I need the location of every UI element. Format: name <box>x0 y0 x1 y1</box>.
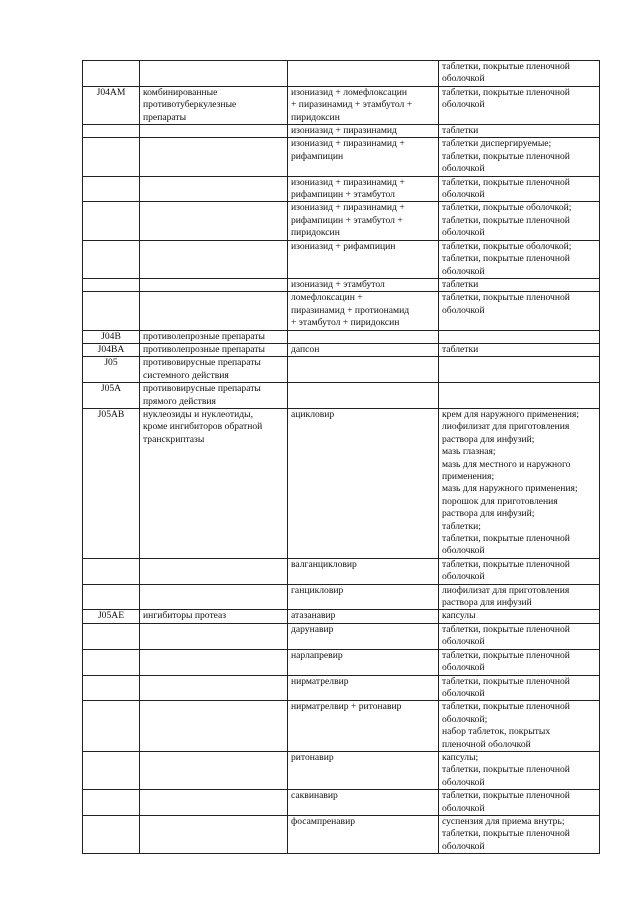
group-cell <box>140 292 288 330</box>
atc-code-cell <box>83 751 140 789</box>
dosage-form-cell: таблетки, покрытые пленочной оболочкой <box>439 61 600 87</box>
dosage-form-cell: таблетки, покрытые пленочной оболочкой <box>439 86 600 124</box>
table-row <box>83 292 600 330</box>
table-row <box>83 86 600 124</box>
group-cell: ингибиторы протеаз <box>140 610 288 623</box>
table-row <box>83 584 600 610</box>
atc-code-cell: J04B <box>83 330 140 343</box>
drug-cell: изониазид + этамбутол <box>288 278 439 291</box>
dosage-form-cell: капсулы; таблетки, покрытые пленочной оболочкой <box>439 751 600 789</box>
atc-code-cell <box>83 584 140 610</box>
drug-cell: изониазид + пиразинамид + рифампицин <box>288 138 439 176</box>
table-row <box>83 176 600 202</box>
drug-cell: ритонавир <box>288 751 439 789</box>
table-row <box>83 343 600 356</box>
drug-cell: ганцикловир <box>288 584 439 610</box>
dosage-form-cell <box>439 330 600 343</box>
table-row <box>83 240 600 278</box>
group-cell <box>140 790 288 816</box>
table-body <box>83 61 600 854</box>
dosage-form-cell: крем для наружного применения; лиофилизат для приготовления раствора для инфузий; мазь глазная; мазь для местного и наружного применения; мазь для наружного применения; порошок для приготовления раствора для инфузий; таблетки; таблетки, покрытые пленочной оболочкой <box>439 408 600 558</box>
table-row <box>83 815 600 853</box>
group-cell: противолепрозные препараты <box>140 343 288 356</box>
group-cell <box>140 240 288 278</box>
group-cell <box>140 815 288 853</box>
atc-code-cell <box>83 61 140 87</box>
atc-code-cell <box>83 138 140 176</box>
table-row <box>83 330 600 343</box>
atc-code-cell: J05 <box>83 357 140 383</box>
drug-cell: нирматрелвир + ритонавир <box>288 701 439 752</box>
group-cell <box>140 202 288 240</box>
drug-cell: дапсон <box>288 343 439 356</box>
drug-cell: нарлапревир <box>288 649 439 675</box>
table-row <box>83 751 600 789</box>
group-cell <box>140 176 288 202</box>
group-cell: противовирусные препараты прямого действия <box>140 383 288 409</box>
group-cell <box>140 649 288 675</box>
dosage-form-cell: таблетки, покрытые пленочной оболочкой <box>439 623 600 649</box>
drug-cell: изониазид + рифампицин <box>288 240 439 278</box>
dosage-form-cell: таблетки, покрытые пленочной оболочкой; набор таблеток, покрытых пленочной оболочкой <box>439 701 600 752</box>
atc-code-cell <box>83 649 140 675</box>
group-cell <box>140 751 288 789</box>
table-row <box>83 383 600 409</box>
medication-table <box>82 60 600 854</box>
group-cell <box>140 701 288 752</box>
drug-cell <box>288 61 439 87</box>
group-cell <box>140 61 288 87</box>
dosage-form-cell <box>439 357 600 383</box>
drug-cell: валганцикловир <box>288 558 439 584</box>
dosage-form-cell: таблетки <box>439 343 600 356</box>
group-cell <box>140 138 288 176</box>
drug-cell: дарунавир <box>288 623 439 649</box>
atc-code-cell: J04BA <box>83 343 140 356</box>
table-row <box>83 278 600 291</box>
drug-cell: изониазид + пиразинамид + рифампицин + этамбутол + пиридоксин <box>288 202 439 240</box>
drug-cell: изониазид + пиразинамид <box>288 125 439 138</box>
dosage-form-cell: таблетки <box>439 278 600 291</box>
drug-cell: фосампренавир <box>288 815 439 853</box>
dosage-form-cell: таблетки, покрытые пленочной оболочкой <box>439 558 600 584</box>
group-cell: комбинированные противотуберкулезные препараты <box>140 86 288 124</box>
dosage-form-cell: таблетки, покрытые пленочной оболочкой <box>439 649 600 675</box>
atc-code-cell <box>83 623 140 649</box>
group-cell <box>140 675 288 701</box>
drug-cell: нирматрелвир <box>288 675 439 701</box>
atc-code-cell: J05AB <box>83 408 140 558</box>
atc-code-cell <box>83 558 140 584</box>
atc-code-cell <box>83 701 140 752</box>
drug-cell: ацикловир <box>288 408 439 558</box>
table-row <box>83 125 600 138</box>
drug-cell <box>288 330 439 343</box>
dosage-form-cell: таблетки, покрытые оболочкой; таблетки, покрытые пленочной оболочкой <box>439 240 600 278</box>
table-row <box>83 61 600 87</box>
drug-cell: изониазид + пиразинамид + рифампицин + этамбутол <box>288 176 439 202</box>
dosage-form-cell: суспензия для приема внутрь; таблетки, покрытые пленочной оболочкой <box>439 815 600 853</box>
group-cell: противовирусные препараты системного действия <box>140 357 288 383</box>
table-row <box>83 790 600 816</box>
group-cell <box>140 125 288 138</box>
atc-code-cell <box>83 278 140 291</box>
dosage-form-cell: капсулы <box>439 610 600 623</box>
atc-code-cell <box>83 292 140 330</box>
atc-code-cell <box>83 176 140 202</box>
atc-code-cell: J04AM <box>83 86 140 124</box>
group-cell <box>140 278 288 291</box>
dosage-form-cell: таблетки, покрытые пленочной оболочкой <box>439 675 600 701</box>
atc-code-cell <box>83 815 140 853</box>
dosage-form-cell: таблетки, покрытые пленочной оболочкой <box>439 790 600 816</box>
dosage-form-cell: таблетки <box>439 125 600 138</box>
group-cell: нуклеозиды и нуклеотиды, кроме ингибиторов обратной транскриптазы <box>140 408 288 558</box>
drug-cell: саквинавир <box>288 790 439 816</box>
table-row <box>83 649 600 675</box>
table-row <box>83 408 600 558</box>
atc-code-cell <box>83 675 140 701</box>
atc-code-cell <box>83 125 140 138</box>
table-row <box>83 138 600 176</box>
drug-cell <box>288 383 439 409</box>
group-cell: противолепрозные препараты <box>140 330 288 343</box>
drug-cell: изониазид + ломефлоксацин + пиразинамид + этамбутол + пиридоксин <box>288 86 439 124</box>
table-row <box>83 202 600 240</box>
dosage-form-cell: таблетки, покрытые оболочкой; таблетки, покрытые пленочной оболочкой <box>439 202 600 240</box>
table-row <box>83 558 600 584</box>
atc-code-cell <box>83 202 140 240</box>
table-row <box>83 357 600 383</box>
atc-code-cell <box>83 790 140 816</box>
group-cell <box>140 584 288 610</box>
dosage-form-cell: таблетки диспергируемые; таблетки, покрытые пленочной оболочкой <box>439 138 600 176</box>
group-cell <box>140 558 288 584</box>
dosage-form-cell: таблетки, покрытые пленочной оболочкой <box>439 176 600 202</box>
dosage-form-cell: таблетки, покрытые пленочной оболочкой <box>439 292 600 330</box>
table-row <box>83 675 600 701</box>
table-row <box>83 701 600 752</box>
drug-cell <box>288 357 439 383</box>
atc-code-cell <box>83 240 140 278</box>
group-cell <box>140 623 288 649</box>
drug-cell: ломефлоксацин + пиразинамид + протионамид + этамбутол + пиридоксин <box>288 292 439 330</box>
atc-code-cell: J05A <box>83 383 140 409</box>
document-page <box>82 60 599 854</box>
table-row <box>83 610 600 623</box>
atc-code-cell: J05AE <box>83 610 140 623</box>
drug-cell: атазанавир <box>288 610 439 623</box>
dosage-form-cell: лиофилизат для приготовления раствора для инфузий <box>439 584 600 610</box>
table-row <box>83 623 600 649</box>
dosage-form-cell <box>439 383 600 409</box>
